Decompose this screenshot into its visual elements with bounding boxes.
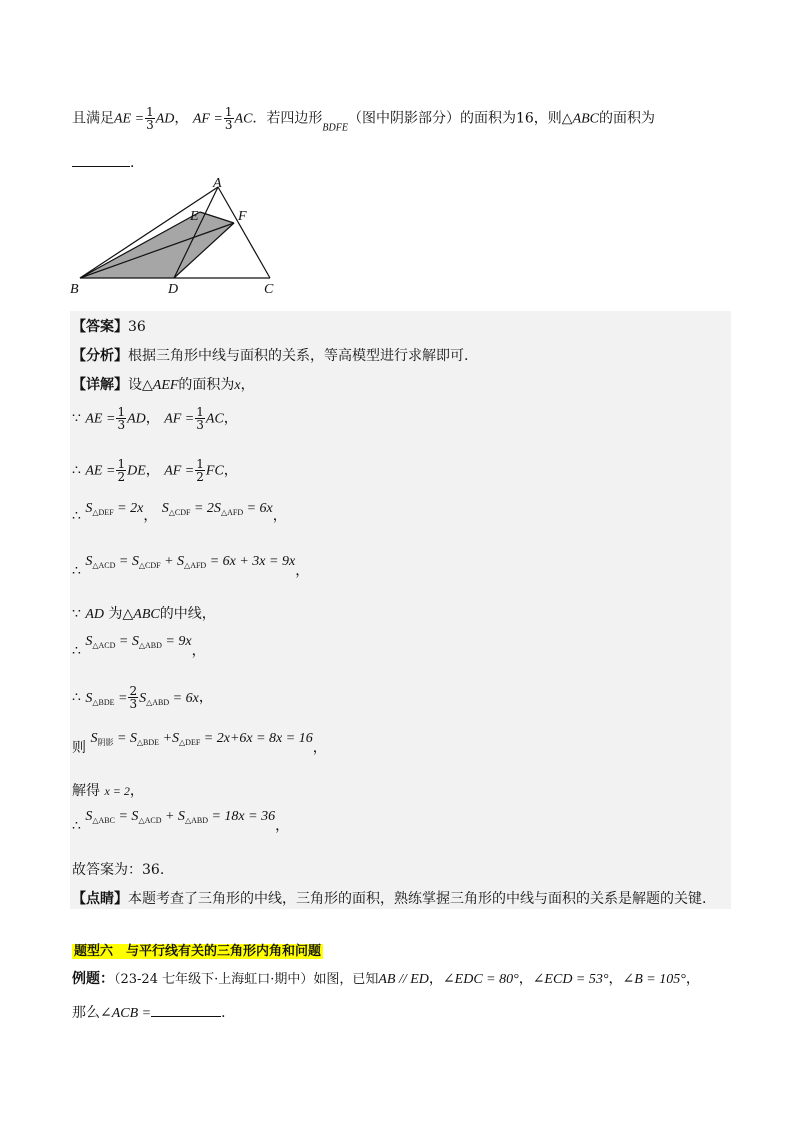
label-e: E (190, 209, 199, 224)
fraction: $\frac{1}{3}$ (224, 105, 233, 132)
example-line-2: 那么∠ACB = ． (72, 1002, 235, 1022)
step-3: ∴ $S_{\triangle DEF} = 2x$， $S_{\triangle CDF} = 2S_{\triangle AFD} = 6x$， (72, 501, 287, 524)
fraction: $\frac{1}{3}$ (146, 105, 154, 132)
question-line-1: 且满足AE = $\frac{1}{3}$ AD， AF = $\frac{1}{3}$ AC．若四边形$_{BDFE}$（图中阴影部分）的面积为16，则△ABC的面积为 (72, 105, 656, 134)
example-answer-blank[interactable] (151, 1002, 221, 1017)
shaded-quadrilateral-bdfe (80, 212, 234, 278)
label-c: C (264, 282, 274, 297)
comment-line: 【点睛】本题考查了三角形的中线，三角形的面积，熟练掌握三角形的中线与面积的关系是解题的关键. (72, 891, 707, 907)
triangle-figure (70, 175, 290, 300)
step-2: ∴ AE = $\frac{1}{2}$ DE， AF = $\frac{1}{2}$ FC， (72, 457, 238, 484)
step-5: ∵ AD 为△ABC的中线， (72, 606, 216, 622)
step-6: ∴ $S_{\triangle ACD} = S_{\triangle ABD} = 9x$， (72, 634, 206, 659)
step-1: ∵ AE = $\frac{1}{3}$ AD， AF = $\frac{1}{3}$ AC， (72, 405, 238, 432)
answer-blank-line: ． (72, 152, 144, 172)
label-f: F (238, 209, 247, 224)
step-4: ∴ $S_{\triangle ACD} = S_{\triangle CDF} + S_{\triangle AFD} = 6x + 3x = 9x$， (72, 554, 310, 579)
step-10: ∴ $S_{\triangle ABC} = S_{\triangle ACD} + S_{\triangle ABD} = 18x = 36$， (72, 809, 290, 834)
step-8: 则 $S_{阴影} = S_{\triangle BDE} +S_{\triangle DEF} = 2x+6x = 8x = 16$， (72, 731, 327, 756)
section-heading: 题型六 与平行线有关的三角形内角和问题 (74, 944, 322, 959)
label-a: A (213, 176, 222, 191)
conclusion-line: 故答案为：36. (72, 862, 165, 878)
answer-line: 【答案】36 (72, 319, 146, 335)
step-7: ∴ $S_{\triangle BDE}$ = $\frac{2}{3}$ $S_{\triangle ABD} = 6x$， (72, 684, 213, 711)
detail-line: 【详解】设△AEF的面积为x， (72, 377, 255, 393)
step-9: 解得 x = 2， (72, 783, 144, 799)
analysis-line: 【分析】根据三角形中线与面积的关系，等高模型进行求解即可. (72, 348, 469, 364)
label-b: B (70, 282, 79, 297)
example-line-1: 例题：（23-24 七年级下·上海虹口·期中）如图，已知AB // ED，∠EDC = 80°，∠ECD = 53°，∠B = 105°， (72, 971, 700, 987)
answer-blank[interactable] (72, 152, 130, 167)
label-d: D (168, 282, 179, 297)
